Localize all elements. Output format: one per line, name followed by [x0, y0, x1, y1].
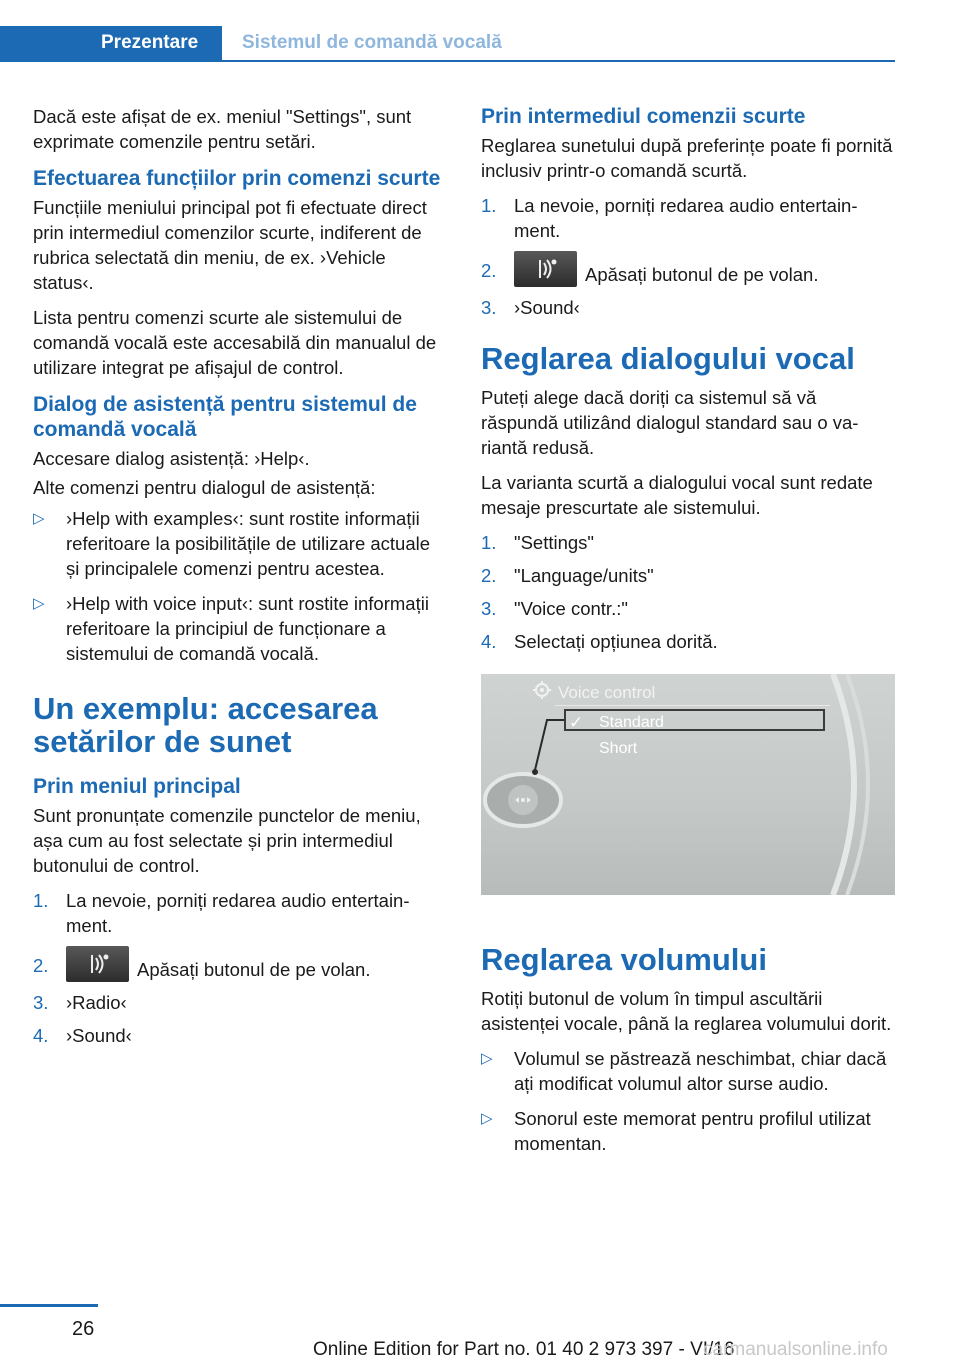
- header-section-title: Prezentare: [101, 32, 199, 53]
- step-item: 2. Apăsați butonul de pe volan.: [481, 251, 895, 287]
- step-item: 4. Selectați opțiunea dorită.: [481, 631, 718, 652]
- short-commands-paragraph-2: Lista pentru comenzi scurte ale sistemului de comandă vocală este accesabilă din manualul de utilizare integrat pe afișajul de control.: [33, 307, 437, 378]
- watermark: carmanualsonline.info: [703, 1339, 888, 1360]
- heading-short-command: Prin intermediul comenzii scurte: [481, 105, 806, 128]
- checkmark-icon: ✓: [569, 713, 584, 732]
- step-item: 3. "Voice contr.:": [481, 598, 628, 619]
- help-bullet-list: [33, 506, 448, 666]
- figure-option-standard: Standard: [599, 714, 664, 731]
- triangle-bullet-icon: ▷: [481, 1050, 493, 1067]
- list-item: ▷ ›Help with voice input‹: sunt rostite informații referitoare la principiul de funcționare a sistemului de comandă vocală.: [33, 593, 429, 664]
- header-rule: [222, 60, 895, 62]
- list-item: ▷ ›Help with examples‹: sunt rostite informații referitoare la posibilitățile de utilizare actuale și principalele comenzi pentru acestea.: [33, 508, 431, 579]
- main-menu-steps: [33, 888, 448, 1048]
- edition-footer: Online Edition for Part no. 01 40 2 973 397 - VI/16: [313, 1339, 735, 1360]
- header-breadcrumb: Sistemul de comandă vocală: [242, 32, 502, 53]
- voice-dialog-paragraph-2: La varianta scurtă a dialogului vocal sunt redate mesaje prescurtate ale sistemului.: [481, 472, 873, 518]
- figure-menu-title: Voice control: [558, 683, 656, 702]
- heading-short-commands: Efectuarea funcțiilor prin comenzi scurte: [33, 167, 441, 190]
- page-number-rule: [0, 1304, 98, 1307]
- list-item: ▷ Volumul se păstrează neschimbat, chiar dacă ați modificat volumul altor surse audio.: [481, 1048, 887, 1094]
- step-item: 3. ›Radio‹: [33, 992, 127, 1013]
- page-number: 26: [72, 1318, 95, 1340]
- triangle-bullet-icon: ▷: [33, 510, 45, 527]
- help-paragraph-1: Accesare dialog asistență: ›Help‹.: [33, 448, 310, 469]
- step-item: 2. Apăsați butonul de pe volan.: [33, 946, 448, 982]
- main-menu-paragraph: Sunt pronunțate comenzile punctelor de meniu, așa cum au fost selectate și prin intermediul butonului de control.: [33, 805, 421, 876]
- step-item: 4. ›Sound‹: [33, 1025, 132, 1046]
- voice-button-icon: [66, 946, 129, 982]
- step-item: 1. "Settings": [481, 532, 594, 553]
- voice-dialog-steps: [481, 530, 895, 654]
- right-column: [481, 104, 895, 1168]
- heading-volume: Reglarea volumului: [481, 942, 767, 977]
- step-item: 1. La nevoie, porniți redarea audio entertainment.: [33, 890, 410, 936]
- short-commands-paragraph-1: Funcțiile meniului principal pot fi efectuate direct prin intermediul comenzilor scurte, indiferent de rubrica selectată din meniu, de ex. ›Vehicle status‹.: [33, 197, 427, 293]
- step-item: 1. La nevoie, porniți redarea audio entertainment.: [481, 195, 858, 241]
- voice-dialog-paragraph-1: Puteți alege dacă doriți ca sistemul să vă răspundă utilizând dialogul standard sau o variantă redusă.: [481, 387, 859, 458]
- figure-option-short: Short: [599, 740, 638, 757]
- step-item: 3. ›Sound‹: [481, 297, 580, 318]
- step-item: 2. "Language/units": [481, 565, 654, 586]
- volume-bullet-list: [481, 1046, 895, 1156]
- short-command-paragraph: Reglarea sunetului după preferințe poate fi pornită inclusiv printr-o comandă scurtă.: [481, 135, 893, 181]
- figure-pointer-line: [481, 674, 895, 895]
- voice-button-icon: [514, 251, 577, 287]
- list-item: ▷ Sonorul este memorat pentru profilul utilizat momentan.: [481, 1108, 871, 1154]
- help-paragraph-2: Alte comenzi pentru dialogul de asistență:: [33, 477, 376, 498]
- left-column: [33, 104, 448, 1062]
- voice-control-screen-figure: [481, 674, 895, 895]
- triangle-bullet-icon: ▷: [481, 1110, 493, 1127]
- heading-help-dialog: Dialog de asistență pentru sistemul de comandă vocală: [33, 393, 417, 441]
- triangle-bullet-icon: ▷: [33, 595, 45, 612]
- volume-paragraph: Rotiți butonul de volum în timpul ascultării asistenței vocale, până la reglarea volumului dorit.: [481, 988, 892, 1034]
- heading-example: Un exemplu: accesarea setărilor de sunet: [33, 691, 378, 759]
- heading-voice-dialog: Reglarea dialogului vocal: [481, 341, 855, 376]
- intro-paragraph: Dacă este afișat de ex. meniul "Settings", sunt exprimate comenzile pentru setări.: [33, 106, 412, 152]
- heading-main-menu: Prin meniul principal: [33, 775, 241, 798]
- short-command-steps: [481, 193, 895, 320]
